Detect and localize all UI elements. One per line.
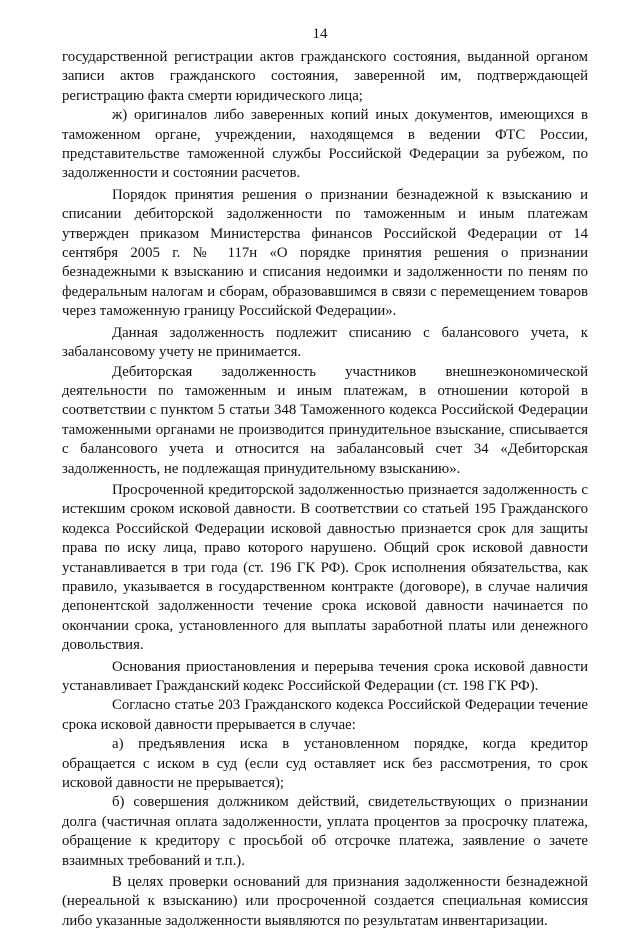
page-number: 14	[312, 26, 328, 42]
document-body	[62, 48, 588, 931]
paragraph-receivables: Дебиторская задолженность участников внешнеэкономической деятельности по таможенным и иным платежам, в отношении которой в соответствии с пунктом 5 статьи 348 Таможенного кодекса Российской Федерации таможенными органами не производится принудительное взыскание, списывается с балансового учета и относится на забалансовый счет 34 «Дебиторская задолженность, не подлежащая принудительному взысканию».	[62, 363, 588, 477]
paragraph-article-203: Согласно статье 203 Гражданского кодекса Российской Федерации течение срока исковой давности прерывается в случае:	[62, 697, 588, 733]
paragraph-procedure: Порядок принятия решения о признании безнадежной к взысканию и списании дебиторской задолженности по таможенным и иным платежам утвержден приказом Министерства финансов Российской Федерации от 14 сентября 2005 г. № 117н «О порядке принятия решения о признании безнадежными к взысканию и списания недоимки и задолженности по пеням по федеральным налогам и сборам, образовавшимся в связи с перемещением товаров через таможенную границу Российской Федерации».	[62, 186, 588, 320]
paragraph-item-zh: ж) оригиналов либо заверенных копий иных документов, имеющихся в таможенном органе, учреждении, находящемся в ведении ФТС России, представительстве таможенной службы Российской Федерации за рубежом, по задолженности и состоянии расчетов.	[62, 107, 588, 182]
paragraph-overdue-payables: Просроченной кредиторской задолженностью признается задолженность с истекшим сроком исковой давности. В соответствии со статьей 195 Гражданского кодекса Российской Федерации исковой давностью признается срок для защиты права по иску лица, право которого нарушено. Общий срок исковой давности устанавливается в три года (ст. 196 ГК РФ). Срок исполнения обязательства, как правило, указывается в государственном контракте (договоре), в случае наличия депонентской задолженности течение срока исковой давности начинается по окончании срока, установленного для выплаты заработной платы или денежного довольствия.	[62, 481, 588, 654]
paragraph-item-a: а) предъявления иска в установленном порядке, когда кредитор обращается с иском в суд (если суд оставляет иск без рассмотрения, то срок исковой давности не прерывается);	[62, 736, 588, 792]
paragraph-continuation: государственной регистрации актов гражданского состояния, выданной органом записи актов гражданского состояния, заверенной им, подтверждающей регистрацию факта смерти юридического лица;	[62, 49, 588, 104]
paragraph-item-b: б) совершения должником действий, свидетельствующих о признании долга (частичная оплата задолженности, уплата процентов за просрочку платежа, обращение к кредитору с просьбой об отсрочке платежа, заявление о зачете взаимных требований и т.п.).	[62, 794, 588, 869]
paragraph-commission: В целях проверки оснований для признания задолженности безнадежной (нереальной к взысканию) или просроченной создается специальная комиссия либо указанные задолженности выявляются по результатам инвентаризации.	[62, 874, 588, 929]
paragraph-suspension-grounds: Основания приостановления и перерыва течения срока исковой давности устанавливает Гражданский кодекс Российской Федерации (ст. 198 ГК РФ).	[62, 658, 588, 694]
paragraph-write-off: Данная задолженность подлежит списанию с балансового учета, к забалансовому учету не принимается.	[62, 324, 588, 361]
